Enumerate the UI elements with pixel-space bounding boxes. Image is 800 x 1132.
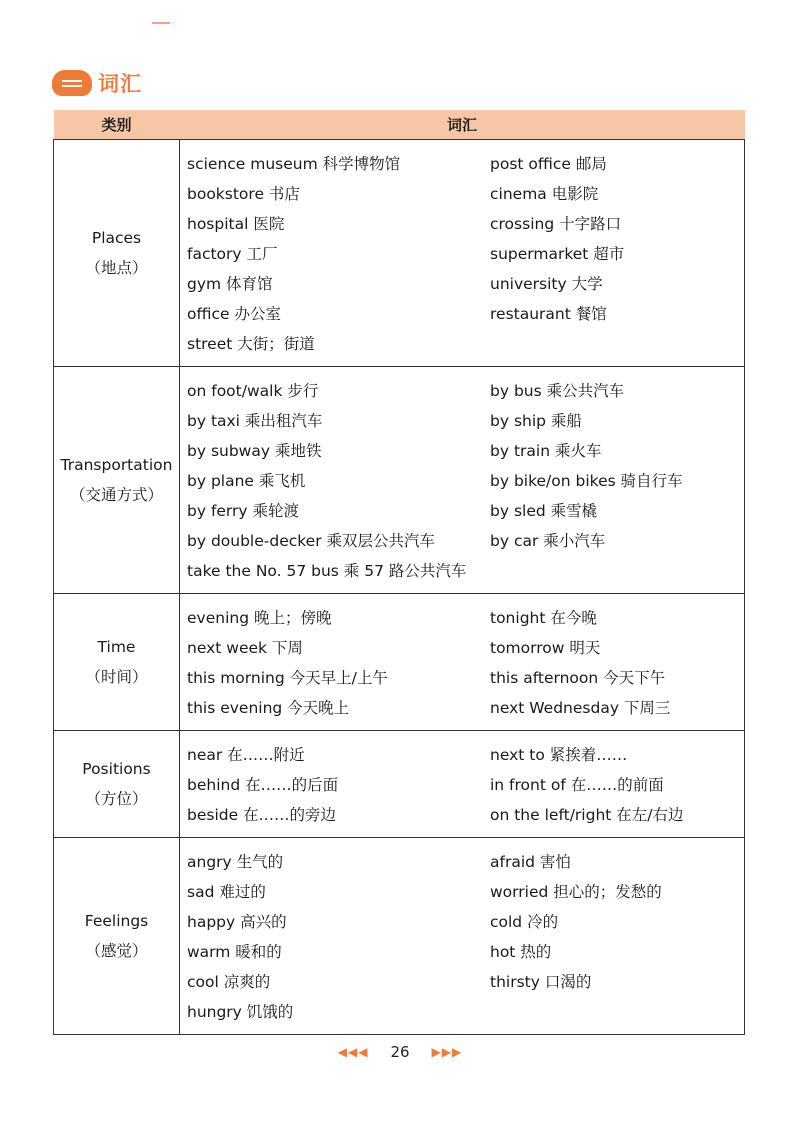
- vocab-item: gym 体育馆: [187, 275, 273, 293]
- vocab-item: take the No. 57 bus 乘 57 路公共汽车: [187, 562, 467, 580]
- category-cell: [54, 367, 180, 594]
- word-list: [187, 602, 744, 722]
- next-arrows-icon: ▶▶▶: [431, 1045, 463, 1059]
- vocab-item: this afternoon 今天下午: [490, 669, 666, 687]
- vocab-item: by subway 乘地铁: [187, 442, 322, 460]
- category-chinese: （地点）: [85, 259, 148, 277]
- vocab-item: tonight 在今晚: [490, 609, 597, 627]
- word-list: [187, 148, 744, 358]
- category-english: Feelings: [84, 912, 149, 930]
- words-cell: [180, 731, 745, 838]
- category-cell: [54, 140, 180, 367]
- category-english: Positions: [82, 760, 151, 778]
- vocab-item: in front of 在……的前面: [490, 776, 664, 794]
- vocab-item: by double-decker 乘双层公共汽车: [187, 532, 436, 550]
- vocab-item: supermarket 超市: [490, 245, 625, 263]
- section-number-badge: [52, 70, 92, 96]
- vocab-item: next to 紧挨着……: [490, 746, 628, 764]
- vocab-item: by ferry 乘轮渡: [187, 502, 300, 520]
- section-title: 词汇: [98, 72, 142, 96]
- vocab-item: factory 工厂: [187, 245, 278, 263]
- vocab-item: hot 热的: [490, 943, 552, 961]
- vocab-item: by train 乘火车: [490, 442, 602, 460]
- vocab-item: beside 在……的旁边: [187, 806, 337, 824]
- word-list: [187, 375, 744, 585]
- vocab-item: this morning 今天早上/上午: [187, 669, 388, 687]
- vocab-item: by bus 乘公共汽车: [490, 382, 625, 400]
- category-chinese: （方位）: [85, 790, 148, 808]
- word-list: [187, 739, 744, 829]
- word-list: [187, 846, 744, 1026]
- numeral-two-icon: [62, 80, 82, 82]
- page-number: 26: [390, 1043, 410, 1061]
- section-heading: [52, 66, 142, 100]
- vocab-item: cool 凉爽的: [187, 973, 271, 991]
- vocab-item: afraid 害怕: [490, 853, 571, 871]
- vocab-item: on the left/right 在左/右边: [490, 806, 684, 824]
- vocab-item: hospital 医院: [187, 215, 285, 233]
- vocab-item: hungry 饥饿的: [187, 1003, 294, 1021]
- words-cell: [180, 838, 745, 1035]
- category-chinese: （感觉）: [85, 942, 148, 960]
- vocab-item: by car 乘小汽车: [490, 532, 606, 550]
- table-row: [54, 140, 745, 367]
- vocab-item: science museum 科学博物馆: [187, 155, 401, 173]
- vocab-item: next Wednesday 下周三: [490, 699, 671, 717]
- vocab-item: restaurant 餐馆: [490, 305, 607, 323]
- vocab-item: office 办公室: [187, 305, 281, 323]
- vocab-item: warm 暖和的: [187, 943, 282, 961]
- vocabulary-table: [53, 110, 745, 1035]
- vocab-item: by bike/on bikes 骑自行车: [490, 472, 683, 490]
- category-chinese: （交通方式）: [69, 486, 163, 504]
- vocab-item: crossing 十字路口: [490, 215, 622, 233]
- vocab-item: by taxi 乘出租汽车: [187, 412, 323, 430]
- category-english: Transportation: [60, 456, 173, 474]
- header-category: 类别: [54, 110, 180, 140]
- table-row: [54, 731, 745, 838]
- category-english: Time: [97, 638, 136, 656]
- vocab-item: by sled 乘雪橇: [490, 502, 598, 520]
- prev-arrows-icon: ◀◀◀: [337, 1045, 369, 1059]
- words-cell: [180, 367, 745, 594]
- vocab-item: this evening 今天晚上: [187, 699, 350, 717]
- header-vocabulary: 词汇: [180, 110, 745, 140]
- top-decoration-mark: [152, 22, 170, 24]
- vocab-item: thirsty 口渴的: [490, 973, 592, 991]
- category-chinese: （时间）: [85, 668, 148, 686]
- vocab-item: bookstore 书店: [187, 185, 300, 203]
- table-row: [54, 367, 745, 594]
- vocab-item: sad 难过的: [187, 883, 266, 901]
- category-english: Places: [91, 229, 142, 247]
- category-cell: [54, 731, 180, 838]
- category-cell: [54, 838, 180, 1035]
- vocab-item: near 在……附近: [187, 746, 305, 764]
- vocab-item: post office 邮局: [490, 155, 607, 173]
- page-footer: [0, 1043, 800, 1061]
- vocab-item: cinema 电影院: [490, 185, 599, 203]
- vocab-item: cold 冷的: [490, 913, 559, 931]
- table-row: [54, 838, 745, 1035]
- vocab-item: next week 下周: [187, 639, 303, 657]
- vocab-item: on foot/walk 步行: [187, 382, 319, 400]
- table-row: [54, 594, 745, 731]
- words-cell: [180, 594, 745, 731]
- vocab-item: street 大街；街道: [187, 335, 315, 353]
- vocab-item: worried 担心的；发愁的: [490, 883, 662, 901]
- vocab-item: university 大学: [490, 275, 603, 293]
- vocab-item: by plane 乘飞机: [187, 472, 306, 490]
- vocab-item: tomorrow 明天: [490, 639, 601, 657]
- category-cell: [54, 594, 180, 731]
- words-cell: [180, 140, 745, 367]
- table-header-row: [54, 110, 745, 140]
- vocab-item: behind 在……的后面: [187, 776, 339, 794]
- vocab-item: angry 生气的: [187, 853, 284, 871]
- vocab-item: happy 高兴的: [187, 913, 287, 931]
- vocab-item: by ship 乘船: [490, 412, 582, 430]
- vocab-item: evening 晚上；傍晚: [187, 609, 332, 627]
